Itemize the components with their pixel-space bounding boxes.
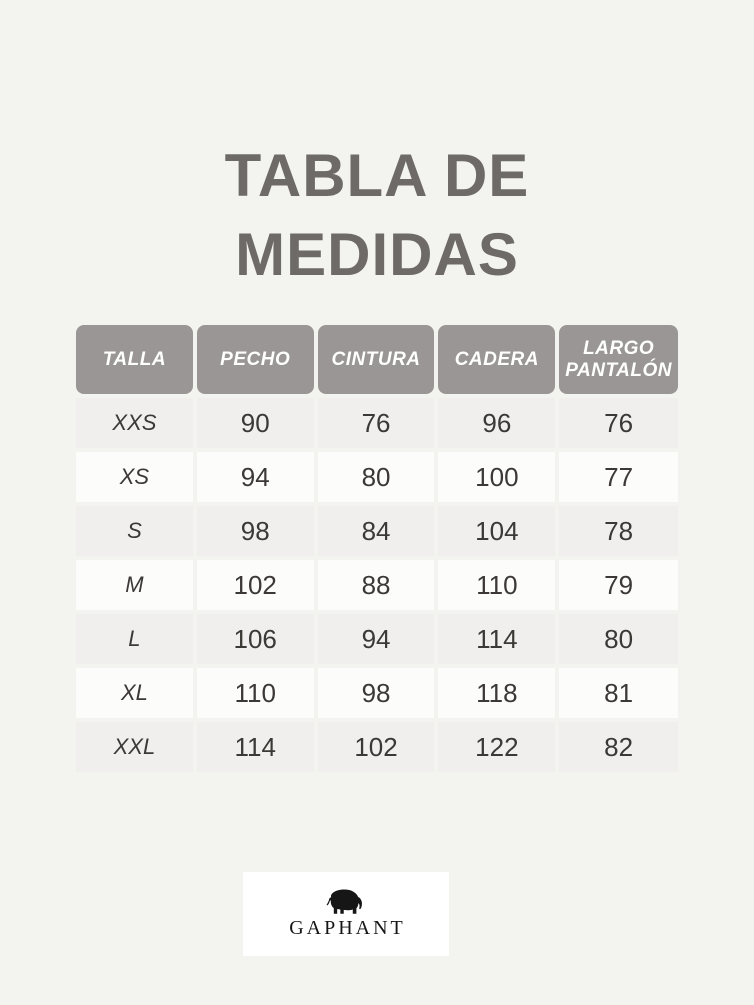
page-title — [0, 136, 754, 294]
size-table — [76, 325, 678, 772]
header-cell-cintura: CINTURA — [318, 325, 435, 394]
cadera-cell: 96 — [438, 398, 555, 448]
cintura-cell: 80 — [318, 452, 435, 502]
cadera-cell: 118 — [438, 668, 555, 718]
size-cell: XXL — [76, 722, 193, 772]
largo-pantalon-cell: 79 — [559, 560, 678, 610]
cintura-cell: 84 — [318, 506, 435, 556]
cintura-cell: 88 — [318, 560, 435, 610]
brand-name: GAPHANT — [289, 917, 406, 939]
header-cell-largo-pantalon: LARGO PANTALÓN — [559, 325, 678, 394]
brand-logo-box — [243, 872, 449, 956]
cintura-cell: 98 — [318, 668, 435, 718]
elephant-icon — [323, 888, 369, 916]
size-cell: XS — [76, 452, 193, 502]
cadera-cell: 114 — [438, 614, 555, 664]
pecho-cell: 106 — [197, 614, 314, 664]
size-cell: XL — [76, 668, 193, 718]
pecho-cell: 90 — [197, 398, 314, 448]
size-cell: S — [76, 506, 193, 556]
header-cell-pecho: PECHO — [197, 325, 314, 394]
pecho-cell: 94 — [197, 452, 314, 502]
pecho-cell: 110 — [197, 668, 314, 718]
largo-pantalon-cell: 77 — [559, 452, 678, 502]
pecho-cell: 98 — [197, 506, 314, 556]
cadera-cell: 110 — [438, 560, 555, 610]
size-cell: L — [76, 614, 193, 664]
cadera-cell: 100 — [438, 452, 555, 502]
largo-pantalon-cell: 81 — [559, 668, 678, 718]
cadera-cell: 122 — [438, 722, 555, 772]
pecho-cell: 114 — [197, 722, 314, 772]
largo-pantalon-cell: 78 — [559, 506, 678, 556]
largo-pantalon-cell: 76 — [559, 398, 678, 448]
size-cell: XXS — [76, 398, 193, 448]
cintura-cell: 94 — [318, 614, 435, 664]
pecho-cell: 102 — [197, 560, 314, 610]
size-cell: M — [76, 560, 193, 610]
cadera-cell: 104 — [438, 506, 555, 556]
cintura-cell: 102 — [318, 722, 435, 772]
header-cell-talla: TALLA — [76, 325, 193, 394]
page-title-line-2: MEDIDAS — [235, 221, 519, 288]
largo-pantalon-cell: 80 — [559, 614, 678, 664]
cintura-cell: 76 — [318, 398, 435, 448]
largo-pantalon-cell: 82 — [559, 722, 678, 772]
page-title-line-1: TABLA DE — [224, 142, 530, 209]
header-cell-cadera: CADERA — [438, 325, 555, 394]
